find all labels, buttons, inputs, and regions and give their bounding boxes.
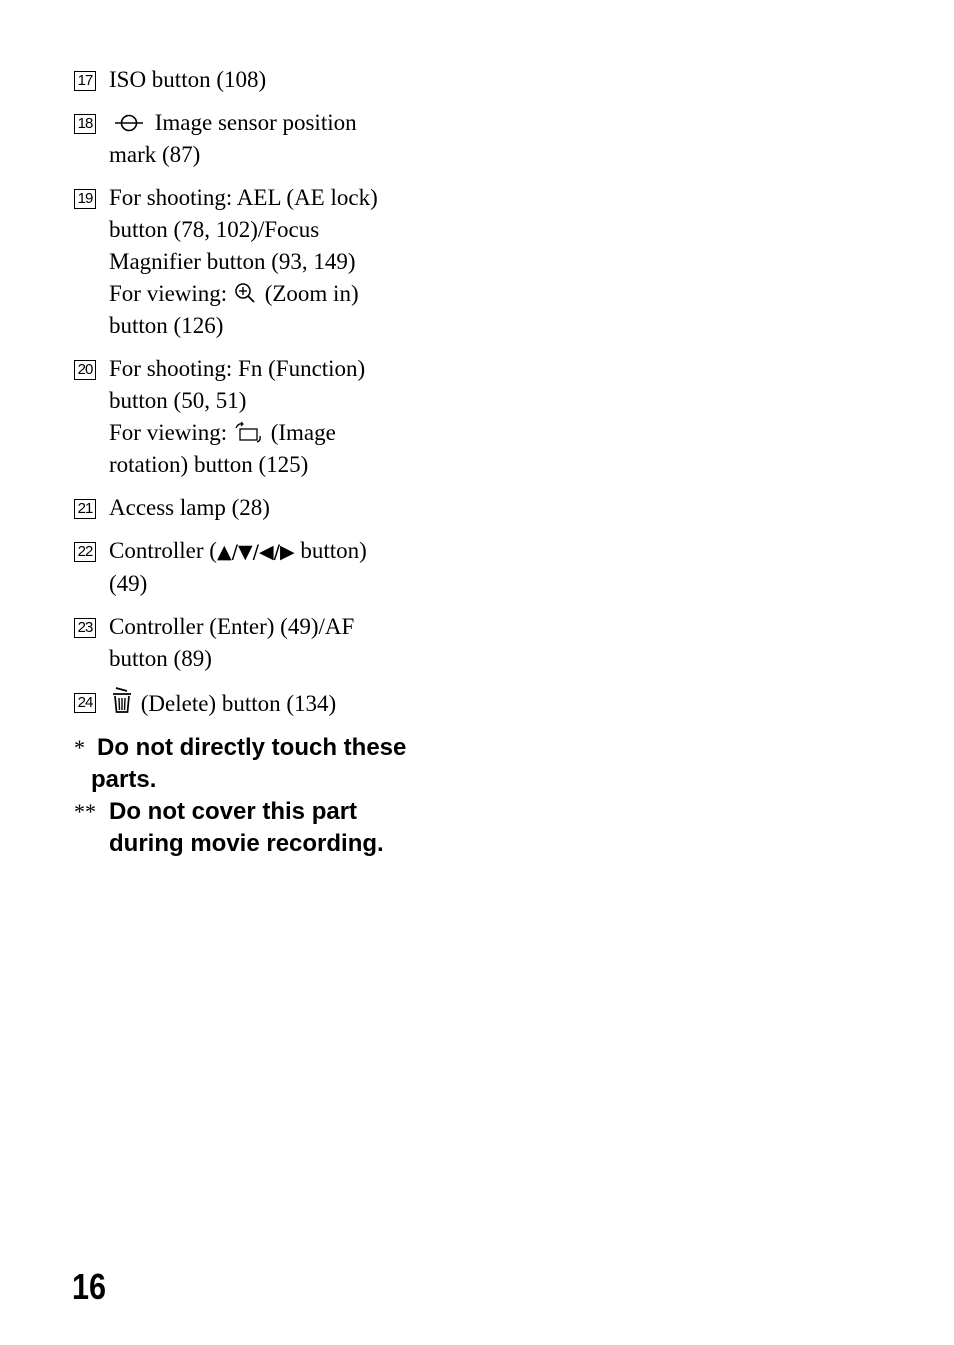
trash-icon	[109, 686, 135, 714]
item-text: For viewing:	[109, 281, 228, 306]
footnote-text: Do not cover this part	[109, 798, 358, 825]
footnote-mark: *	[74, 735, 85, 760]
item-text: button)	[294, 538, 367, 563]
item-number: 22	[74, 542, 96, 562]
list-item	[74, 64, 454, 96]
item-text: button (78, 102)/Focus	[109, 217, 320, 242]
item-text: Access lamp (28)	[109, 495, 270, 520]
item-text: (49)	[109, 571, 148, 596]
list-item	[74, 107, 454, 171]
item-text: (Delete) button (134)	[140, 691, 337, 716]
page-number: 16	[72, 1266, 107, 1307]
item-text: button (50, 51)	[109, 388, 247, 413]
item-text: (Image	[270, 420, 336, 445]
item-text: mark (87)	[109, 142, 201, 167]
item-list	[74, 64, 454, 731]
list-item	[74, 353, 454, 481]
item-number: 21	[74, 499, 96, 519]
zoom-in-icon	[233, 282, 259, 304]
item-number: 17	[74, 71, 96, 91]
item-text: button (126)	[109, 313, 224, 338]
item-text: Controller (	[109, 538, 217, 563]
direction-arrows-icon: ▲/▼/◀/▶	[216, 541, 295, 563]
footnote-text: during movie recording.	[109, 830, 384, 857]
item-number: 23	[74, 618, 96, 638]
list-item	[74, 686, 454, 720]
item-text: For viewing:	[109, 420, 228, 445]
list-item	[74, 492, 454, 524]
item-text: Magnifier button (93, 149)	[109, 249, 356, 274]
item-number: 19	[74, 189, 96, 209]
list-item	[74, 535, 454, 600]
item-number: 18	[74, 114, 96, 134]
footnote	[74, 732, 474, 796]
item-text: (Zoom in)	[264, 281, 359, 306]
item-text: For shooting: AEL (AE lock)	[109, 185, 378, 210]
item-text: ISO button (108)	[109, 67, 267, 92]
footnotes	[74, 732, 474, 860]
item-text: For shooting: Fn (Function)	[109, 356, 366, 381]
image-rotation-icon	[233, 421, 265, 443]
footnote-text: parts.	[91, 766, 157, 793]
item-number: 24	[74, 693, 96, 713]
image-sensor-mark-icon	[109, 113, 149, 133]
footnote-mark: **	[74, 799, 96, 824]
footnote-text: Do not directly touch these	[97, 734, 407, 761]
item-text: rotation) button (125)	[109, 452, 309, 477]
item-text: button (89)	[109, 646, 212, 671]
item-number: 20	[74, 360, 96, 380]
item-text: Image sensor position	[154, 110, 357, 135]
list-item	[74, 182, 454, 342]
footnote	[74, 796, 474, 860]
list-item	[74, 611, 454, 675]
item-text: Controller (Enter) (49)/AF	[109, 614, 355, 639]
